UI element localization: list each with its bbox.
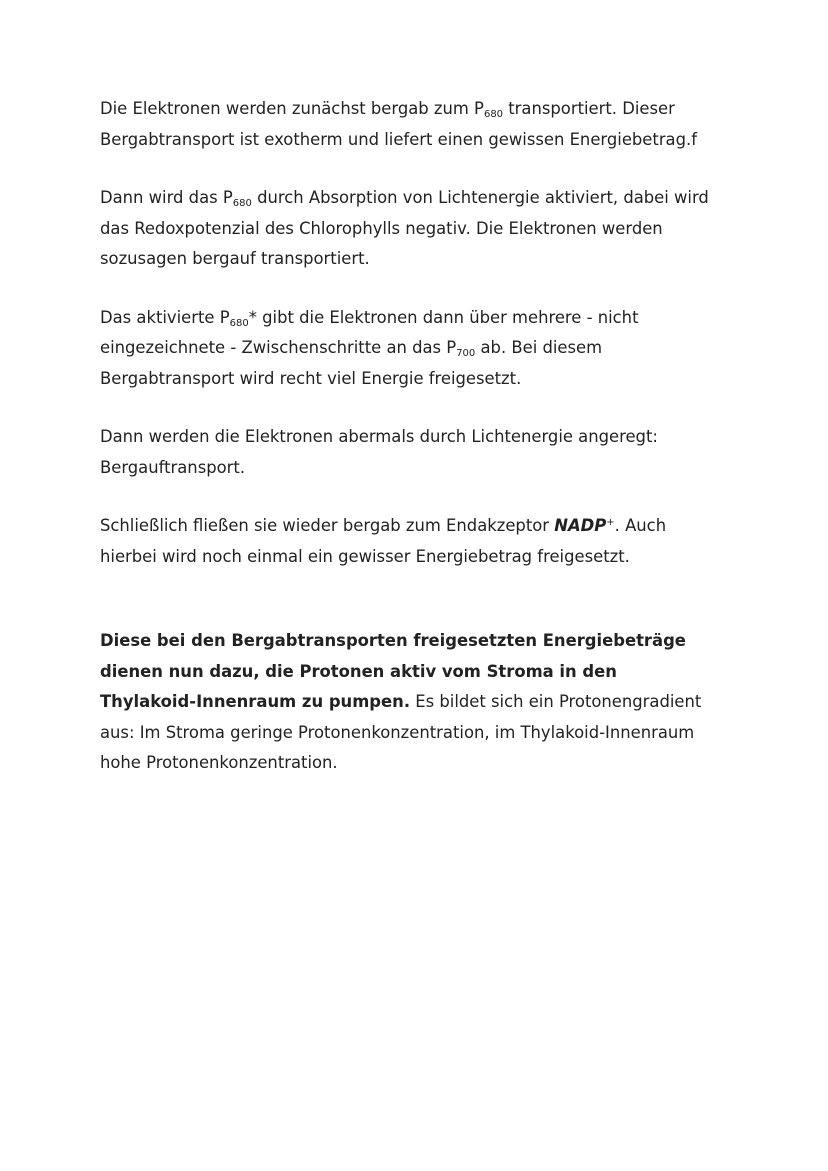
text-line: Schließlich fließen sie wieder bergab zum Endakzeptor NADP+. Auch bbox=[100, 516, 667, 535]
text-line: Diese bei den Bergabtransporten freigesetzten Energiebeträge bbox=[100, 631, 686, 650]
text-line: das Redoxpotenzial des Chlorophylls negativ. Die Elektronen werden bbox=[100, 218, 663, 238]
text-line: Dann werden die Elektronen abermals durch Lichtenergie angeregt: bbox=[100, 427, 658, 446]
paragraph-electron-downhill-p680 bbox=[100, 94, 740, 155]
paragraph-p680-activation bbox=[100, 183, 740, 275]
text-line: sozusagen bergauf transportiert. bbox=[100, 249, 370, 268]
text-line: Dann wird das $P_{680}$ durch Absorption von Lichtenergie aktiviert, dabei wird bbox=[100, 188, 709, 209]
text-line: hohe Protonenkonzentration. bbox=[100, 753, 338, 772]
paragraph-p680-to-p700 bbox=[100, 303, 740, 395]
text-line: Bergabtransport ist exotherm und liefert einen gewissen Energiebetrag.f bbox=[100, 129, 697, 149]
text-line: hierbei wird noch einmal ein gewisser Energiebetrag freigesetzt. bbox=[100, 546, 630, 566]
text-line: dienen nun dazu, die Protonen aktiv vom Stroma in den bbox=[100, 661, 617, 681]
paragraph-nadp-acceptor bbox=[100, 511, 740, 572]
text-line: Das aktivierte $P_{680}*$ gibt die Elektronen dann über mehrere - nicht bbox=[100, 307, 639, 329]
text-line: Bergabtransport wird recht viel Energie freigesetzt. bbox=[100, 368, 522, 388]
paragraph-proton-gradient bbox=[100, 626, 740, 779]
text-line: Thylakoid-Innenraum zu pumpen. Es bildet sich ein Protonengradient bbox=[100, 692, 702, 711]
paragraph-second-excitation bbox=[100, 422, 740, 483]
document-page bbox=[100, 94, 740, 807]
text-line: aus: Im Stroma geringe Protonenkonzentration, im Thylakoid-Innenraum bbox=[100, 722, 695, 742]
text-line: eingezeichnete - Zwischenschritte an das $P_{700}$ ab. Bei diesem bbox=[100, 338, 603, 359]
text-line: Die Elektronen werden zunächst bergab zum $P_{680}$ transportiert. Dieser bbox=[100, 99, 675, 120]
nadp-term: NADP bbox=[554, 516, 607, 535]
text-line: Bergauftransport. bbox=[100, 457, 246, 477]
